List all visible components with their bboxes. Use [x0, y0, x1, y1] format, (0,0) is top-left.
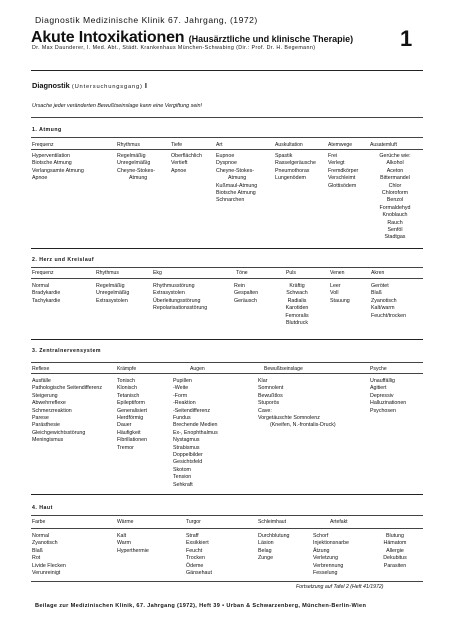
list-item: Skotom — [173, 466, 191, 473]
haut-col-farbe — [32, 533, 66, 577]
list-item: Chlor — [388, 182, 402, 189]
list-item: Benzol — [386, 197, 404, 204]
list-item: Atmung — [228, 175, 247, 182]
list-item: Zyanotisch — [32, 540, 58, 547]
list-item: Femoralis — [285, 312, 309, 319]
title-main: Akute Intoxikationen — [31, 29, 185, 46]
zns-col-bewusstseinslage — [258, 378, 336, 430]
list-item: Tachykardie — [32, 297, 61, 304]
list-item: Durchblutung — [258, 533, 290, 539]
list-item: Aceton — [386, 167, 404, 174]
list-item: Psychosen — [370, 407, 396, 414]
col-header: Ausatemluft — [370, 142, 397, 148]
list-item: Gespalten — [234, 290, 259, 297]
list-item: Klonisch — [117, 385, 138, 392]
list-item: Hyperventilation — [32, 153, 70, 159]
list-item: Unauffällig — [370, 378, 395, 384]
haut-col-artefakt — [313, 533, 349, 577]
haut-col-blutung — [366, 533, 424, 570]
list-item: Depressiv — [370, 392, 394, 399]
list-item: Rein — [234, 283, 245, 289]
col-header: Auskultation — [275, 142, 303, 148]
list-item: Vertieft — [171, 160, 188, 167]
list-item: Warm — [117, 540, 131, 547]
list-item: Rauch — [387, 219, 403, 226]
herz-col-ekg — [153, 283, 207, 313]
section-title-zns: 3. Zentralnervensystem — [32, 348, 101, 354]
list-item: Tonisch — [117, 378, 135, 384]
list-item: Apnoe — [171, 167, 187, 174]
list-item: Ödeme — [186, 562, 204, 569]
rule-zns-top — [31, 362, 423, 363]
col-header: Frequenz — [32, 270, 54, 276]
col-header: Art — [216, 142, 223, 148]
rule-zns-header — [31, 373, 423, 374]
list-item: Generalisiert — [117, 407, 148, 414]
list-item: Rasselgeräusche — [275, 160, 316, 167]
col-header: Rhythmus — [96, 270, 119, 276]
list-item: Schorf — [313, 533, 329, 539]
list-item: Gesichtsfeld — [173, 459, 203, 466]
list-item: Brechende Medien — [173, 422, 218, 429]
atmung-col-ausatemluft — [366, 153, 424, 242]
list-item: Tetanisch — [117, 392, 140, 399]
list-item: Dyspnoe — [216, 160, 237, 167]
col-header: Akren — [371, 270, 385, 276]
list-item: Sehkraft — [173, 481, 193, 488]
col-header: Turgor — [186, 519, 201, 525]
list-item: Fundus — [173, 415, 191, 422]
col-header: Ekg — [153, 270, 162, 276]
list-item: Agitiert — [370, 385, 387, 392]
list-item: -Weite — [173, 385, 189, 392]
list-item: Schwach — [286, 290, 308, 297]
list-item: Stadtgas — [384, 234, 406, 241]
list-item: Pathologische Seitendifferenz — [32, 385, 102, 392]
col-header: Venen — [330, 270, 345, 276]
haut-col-waerme — [117, 533, 149, 555]
atmung-col-tiefe — [171, 153, 202, 175]
list-item: Herdförmig — [117, 415, 144, 422]
list-item: Ätzung — [313, 547, 330, 554]
list-item: Fibrillationen — [117, 437, 148, 444]
list-item: Klar — [258, 378, 268, 384]
list-item: Verlangsamte Atmung — [32, 167, 84, 174]
list-item: Blutdruck — [285, 320, 309, 327]
list-item: Unregelmäßig — [117, 160, 151, 167]
divider-herz — [31, 248, 423, 249]
intro-note: Ursache jeder veränderten Bewußtseinslage kann eine Vergiftung sein! — [32, 103, 203, 109]
herz-col-frequenz — [32, 283, 60, 305]
journal-line: Diagnostik Medizinische Klinik 67. Jahrgang, (1972) — [35, 15, 258, 25]
list-item: Regelmäßig — [117, 153, 146, 159]
list-item: Verunreinigt — [32, 570, 61, 577]
zns-col-kraempfe — [117, 378, 147, 452]
col-header: Puls — [286, 270, 296, 276]
herz-col-venen — [330, 283, 350, 305]
list-item: Blutung — [386, 533, 404, 539]
list-item: Stauung — [330, 297, 350, 304]
list-item: Leer — [330, 283, 341, 289]
herz-col-akren — [371, 283, 406, 320]
list-item: Extrasystolen — [96, 297, 128, 304]
list-item: Kräftig — [289, 283, 305, 289]
list-item: (Kneifen, N.-frontalis-Druck) — [270, 422, 336, 429]
list-item: Hämatom — [383, 540, 407, 547]
atmung-col-frequenz — [32, 153, 84, 183]
list-item: Eupnoe — [216, 153, 235, 159]
list-item: Kalt/warm — [371, 305, 395, 312]
list-item: Somnolent — [258, 385, 284, 392]
list-item: Fesselung — [313, 570, 338, 577]
rule-herz-header — [31, 278, 423, 279]
list-item: Normal — [32, 283, 50, 289]
list-item: Kußmaul-Atmung — [216, 182, 258, 189]
list-item: Abwehrreflexe — [32, 400, 66, 407]
list-item: Tension — [173, 474, 192, 481]
list-item: Cheyne-Stokes- — [117, 167, 155, 174]
list-item: Bewußtlos — [258, 392, 283, 399]
list-item: Alkohol — [386, 160, 404, 167]
list-item: Kalt — [117, 533, 127, 539]
col-header: Farbe — [32, 519, 46, 525]
col-header: Töne — [236, 270, 248, 276]
section-title-haut: 4. Haut — [32, 505, 53, 511]
section-title-herz: 2. Herz und Kreislauf — [32, 257, 95, 263]
list-item: Livide Flecken — [32, 562, 66, 569]
zns-col-psyche — [370, 378, 406, 415]
list-item: Extrasystolen — [153, 290, 185, 297]
list-item: Apnoe — [32, 175, 48, 182]
herz-col-toene — [234, 283, 258, 305]
rule-haut-top — [31, 515, 423, 516]
list-item: Biotsche Atmung — [32, 160, 72, 167]
divider-top — [31, 70, 423, 71]
footer-line: Beilage zur Medizinischen Klinik, 67. Jahrgang (1972), Heft 39 • Urban & Schwarzenberg, München-Berlin-Wien — [35, 603, 367, 609]
list-item: Injektionsnarbe — [313, 540, 349, 547]
atmung-col-atemwege — [328, 153, 358, 190]
section-title-atmung: 1. Atmung — [32, 127, 62, 133]
list-item: Karotiden — [285, 305, 309, 312]
list-item: Epileptiform — [117, 400, 145, 407]
list-item: Läsion — [258, 540, 274, 547]
list-item: Hyperthermie — [117, 547, 149, 554]
haut-col-turgor — [186, 533, 212, 577]
list-item: Gänsehaut — [186, 570, 212, 577]
list-item: Repolarisationsstörung — [153, 305, 208, 312]
list-item: Radialis — [287, 297, 307, 304]
divider-haut — [31, 494, 423, 495]
divider-atmung — [31, 117, 423, 118]
list-item: Häufigkeit — [117, 429, 141, 436]
list-item: Geräusch — [234, 297, 257, 304]
list-item: -Seitendifferenz — [173, 407, 211, 414]
atmung-col-rhythmus — [117, 153, 155, 183]
herz-col-puls — [273, 283, 321, 327]
list-item: -Reaktion — [173, 400, 196, 407]
list-item: Voll — [330, 290, 339, 297]
authors-line: Dr. Max Daunderer, I. Med. Abt., Städt. Krankenhaus München-Schwabing (Dir.: Prof. Dr. H. Begemann) — [32, 45, 316, 51]
list-item: -Form — [173, 392, 188, 399]
list-item: Senföl — [387, 227, 403, 234]
title-subtitle: (Hausärztliche und klinische Therapie) — [188, 34, 354, 44]
continuation-note: Fortsetzung auf Tafel 2 (Heft 41/1972) — [296, 584, 384, 590]
list-item: Blaß — [371, 290, 382, 297]
list-item: Nystagmus — [173, 437, 200, 444]
list-item: Lungenödem — [275, 175, 306, 182]
col-header: Schleimhaut — [258, 519, 287, 525]
col-header: Wärme — [117, 519, 134, 525]
list-item: Unregelmäßig — [96, 290, 130, 297]
list-item: Parasiten — [383, 562, 407, 569]
col-header: Psyche — [370, 366, 387, 372]
diagnostik-roman: I — [144, 81, 147, 90]
list-item: Steigerung — [32, 392, 58, 399]
col-header: Reflexe — [32, 366, 50, 372]
list-item: Überleitungsstörung — [153, 297, 201, 304]
list-item: Parästhesie — [32, 422, 60, 429]
list-item: Gerüche wie: — [379, 153, 411, 159]
list-item: Tremor — [117, 444, 134, 451]
list-item: Parese — [32, 415, 49, 422]
list-item: Gerötet — [371, 283, 389, 289]
list-item: Regelmäßig — [96, 283, 125, 289]
col-header: Frequenz — [32, 142, 54, 148]
diagnostik-sub: (Untersuchungsgang) — [71, 84, 143, 90]
list-item: Knoblauch — [382, 212, 408, 219]
list-item: Oberflächlich — [171, 153, 202, 159]
list-item: Ausfälle — [32, 378, 51, 384]
list-item: Dekubitus — [383, 555, 407, 562]
col-header: Augen — [190, 366, 205, 372]
herz-col-rhythmus — [96, 283, 129, 305]
list-item: Exsikkiert — [186, 540, 209, 547]
list-item: Pneumothorax — [275, 167, 310, 174]
list-item: Verschleimt — [328, 175, 356, 182]
divider-bottom — [31, 581, 423, 582]
list-item: Zyanotisch — [371, 297, 397, 304]
list-item: Strabismus — [173, 444, 200, 451]
list-item: Feucht/trocken — [371, 312, 407, 319]
zns-col-augen — [173, 378, 218, 489]
list-item: Feucht — [186, 547, 203, 554]
list-item: Doppelbilder — [173, 452, 203, 459]
divider-zns — [31, 339, 423, 340]
list-item: Glottisödem — [328, 182, 357, 189]
list-item: Verbrennung — [313, 562, 344, 569]
col-header: Krämpfe — [117, 366, 137, 372]
list-item: Spastik — [275, 153, 293, 159]
col-header: Rhythmus — [117, 142, 140, 148]
list-item: Rhythmusstörung — [153, 283, 195, 289]
list-item: Stuporös — [258, 400, 280, 407]
list-item: Allergie — [386, 547, 404, 554]
diagnostik-heading — [32, 81, 147, 90]
list-item: Verlegt — [328, 160, 345, 167]
list-item: Fremdkörper — [328, 167, 359, 174]
list-item: Vorgetäuschte Somnolenz — [258, 415, 320, 422]
list-item: Schmerzreaktion — [32, 407, 72, 414]
list-item: Biotsche Atmung — [216, 190, 256, 197]
list-item: Schnarchen — [216, 197, 245, 204]
list-item: Pupillen — [173, 378, 192, 384]
col-header: Atemwege — [328, 142, 353, 148]
list-item: Zunge — [258, 555, 274, 562]
rule-atmung-top — [31, 137, 423, 138]
list-item: Normal — [32, 533, 50, 539]
diagnostik-label: Diagnostik — [32, 81, 70, 90]
list-item: Bradykardie — [32, 290, 61, 297]
list-item: Cave: — [258, 407, 272, 414]
list-item: Frei — [328, 153, 338, 159]
page-number: 1 — [400, 26, 413, 51]
atmung-col-art — [216, 153, 257, 205]
list-item: Trocken — [186, 555, 205, 562]
rule-haut-header — [31, 528, 423, 529]
list-item: Atmung — [129, 175, 148, 182]
haut-col-schleimhaut — [258, 533, 290, 563]
col-header: Artefakt — [330, 519, 348, 525]
list-item: Ex-, Enophthalmus — [173, 429, 218, 436]
list-item: Verletzung — [313, 555, 339, 562]
list-item: Dauer — [117, 422, 132, 429]
col-header: Bewußtseinslage — [264, 366, 303, 372]
rule-atmung-header — [31, 149, 423, 150]
list-item: Cheyne-Stokes- — [216, 167, 254, 174]
list-item: Chloroform — [381, 190, 409, 197]
list-item: Meningismus — [32, 437, 64, 444]
list-item: Straff — [186, 533, 199, 539]
zns-col-reflexe — [32, 378, 102, 445]
rule-herz-top — [31, 267, 423, 268]
list-item: Blaß — [32, 547, 43, 554]
list-item: Belag — [258, 547, 272, 554]
atmung-col-auskultation — [275, 153, 316, 183]
list-item: Rot — [32, 555, 41, 562]
col-header: Tiefe — [171, 142, 183, 148]
list-item: Bittermandel — [380, 175, 410, 182]
list-item: Gleichgewichtsstörung — [32, 429, 86, 436]
list-item: Formaldehyd — [379, 204, 411, 211]
list-item: Halluzinationen — [370, 400, 407, 407]
